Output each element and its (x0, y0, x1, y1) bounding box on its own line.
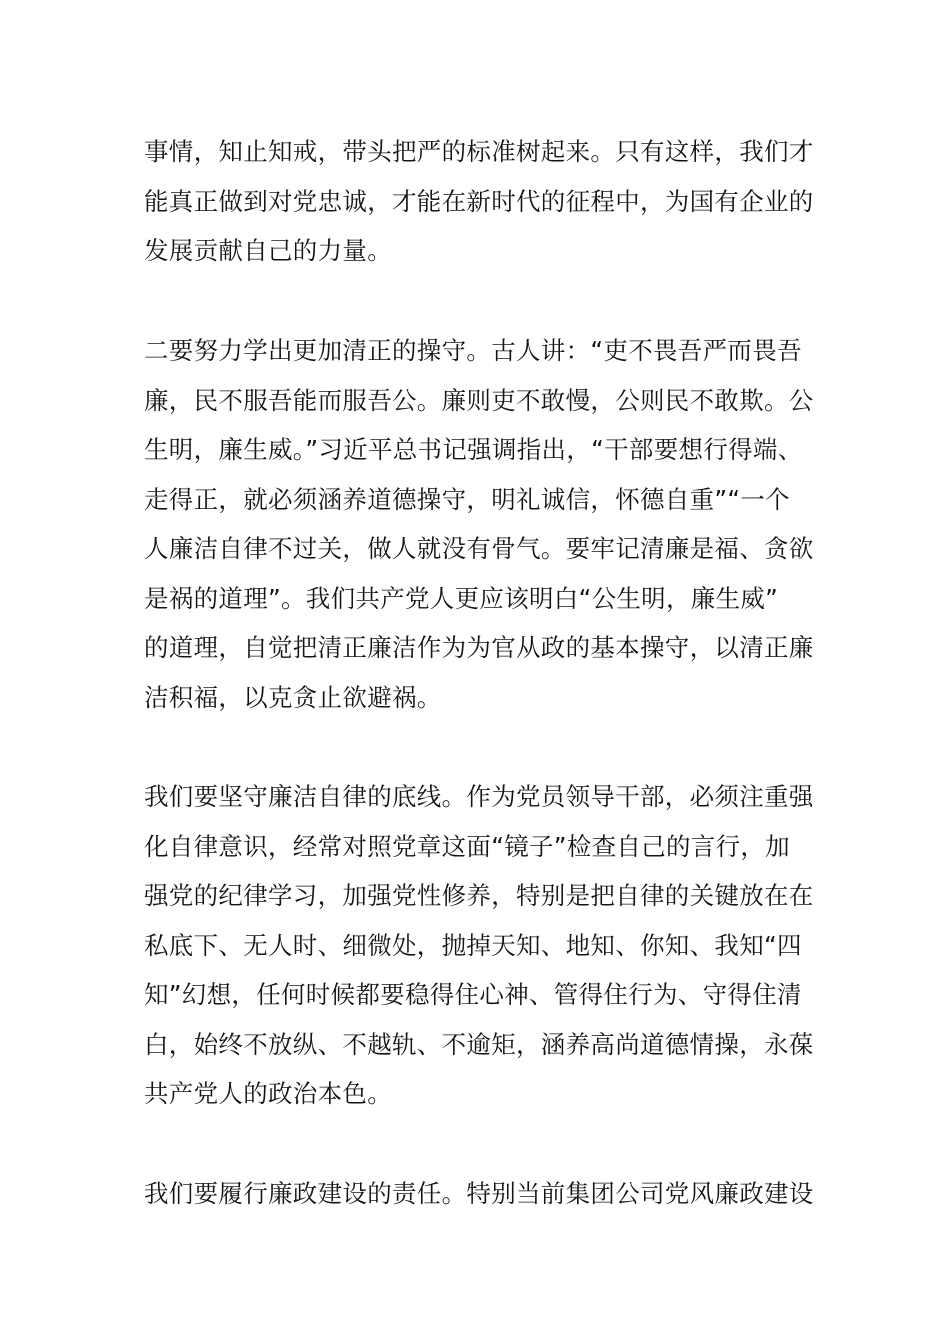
text-line: 廉，民不服吾能而服吾公。廉则吏不敢慢，公则民不敢欺。公 (144, 385, 814, 415)
text-line: 能真正做到对党忠诚，才能在新时代的征程中，为国有企业的 (144, 186, 814, 216)
text-line: 的道理，自觉把清正廉洁作为为官从政的基本操守，以清正廉 (144, 633, 814, 662)
text-line: 洁积福，以克贪止欲避祸。 (144, 682, 442, 712)
text-line: 人廉洁自律不过关，做人就没有骨气。要牢记清廉是福、贪欲 (144, 534, 814, 563)
text-line: 事情，知止知戒，带头把严的标准树起来。只有这样，我们才 (144, 137, 814, 166)
paragraph-4 (144, 1169, 812, 1219)
text-line: 强党的纪律学习，加强党性修养，特别是把自律的关键放在在 (144, 881, 814, 910)
text-line: 私底下、无人时、细微处，抛掉天知、地知、你知、我知“四 (144, 930, 802, 960)
paragraph-3 (144, 772, 812, 1119)
text-line: 我们要坚守廉洁自律的底线。作为党员领导干部，必须注重强 (144, 782, 814, 811)
text-line: 是祸的道理”。我们共产党人更应该明白“公生明，廉生威” (144, 583, 779, 613)
paragraph-2 (144, 326, 812, 722)
text-line: 白，始终不放纵、不越轨、不逾矩，涵养高尚道德情操，永葆 (144, 1029, 814, 1059)
text-line: 共产党人的政治本色。 (144, 1079, 392, 1108)
text-line: 走得正，就必须涵养道德操守，明礼诚信，怀德自重”“一个 (144, 484, 790, 514)
text-line: 知”幻想，任何时候都要稳得住心神、管得住行为、守得住清 (144, 980, 802, 1009)
text-line: 生明，廉生威。”习近平总书记强调指出，“干部要想行得端、 (144, 435, 803, 464)
paragraph-1 (144, 127, 812, 276)
text-line: 二要努力学出更加清正的操守。古人讲：“吏不畏吾严而畏吾 (144, 336, 802, 365)
text-line: 我们要履行廉政建设的责任。特别当前集团公司党风廉政建设 (144, 1179, 814, 1208)
text-line: 化自律意识，经常对照党章这面“镜子”检查自己的言行，加 (144, 831, 790, 861)
text-line: 发展贡献自己的力量。 (144, 236, 392, 265)
